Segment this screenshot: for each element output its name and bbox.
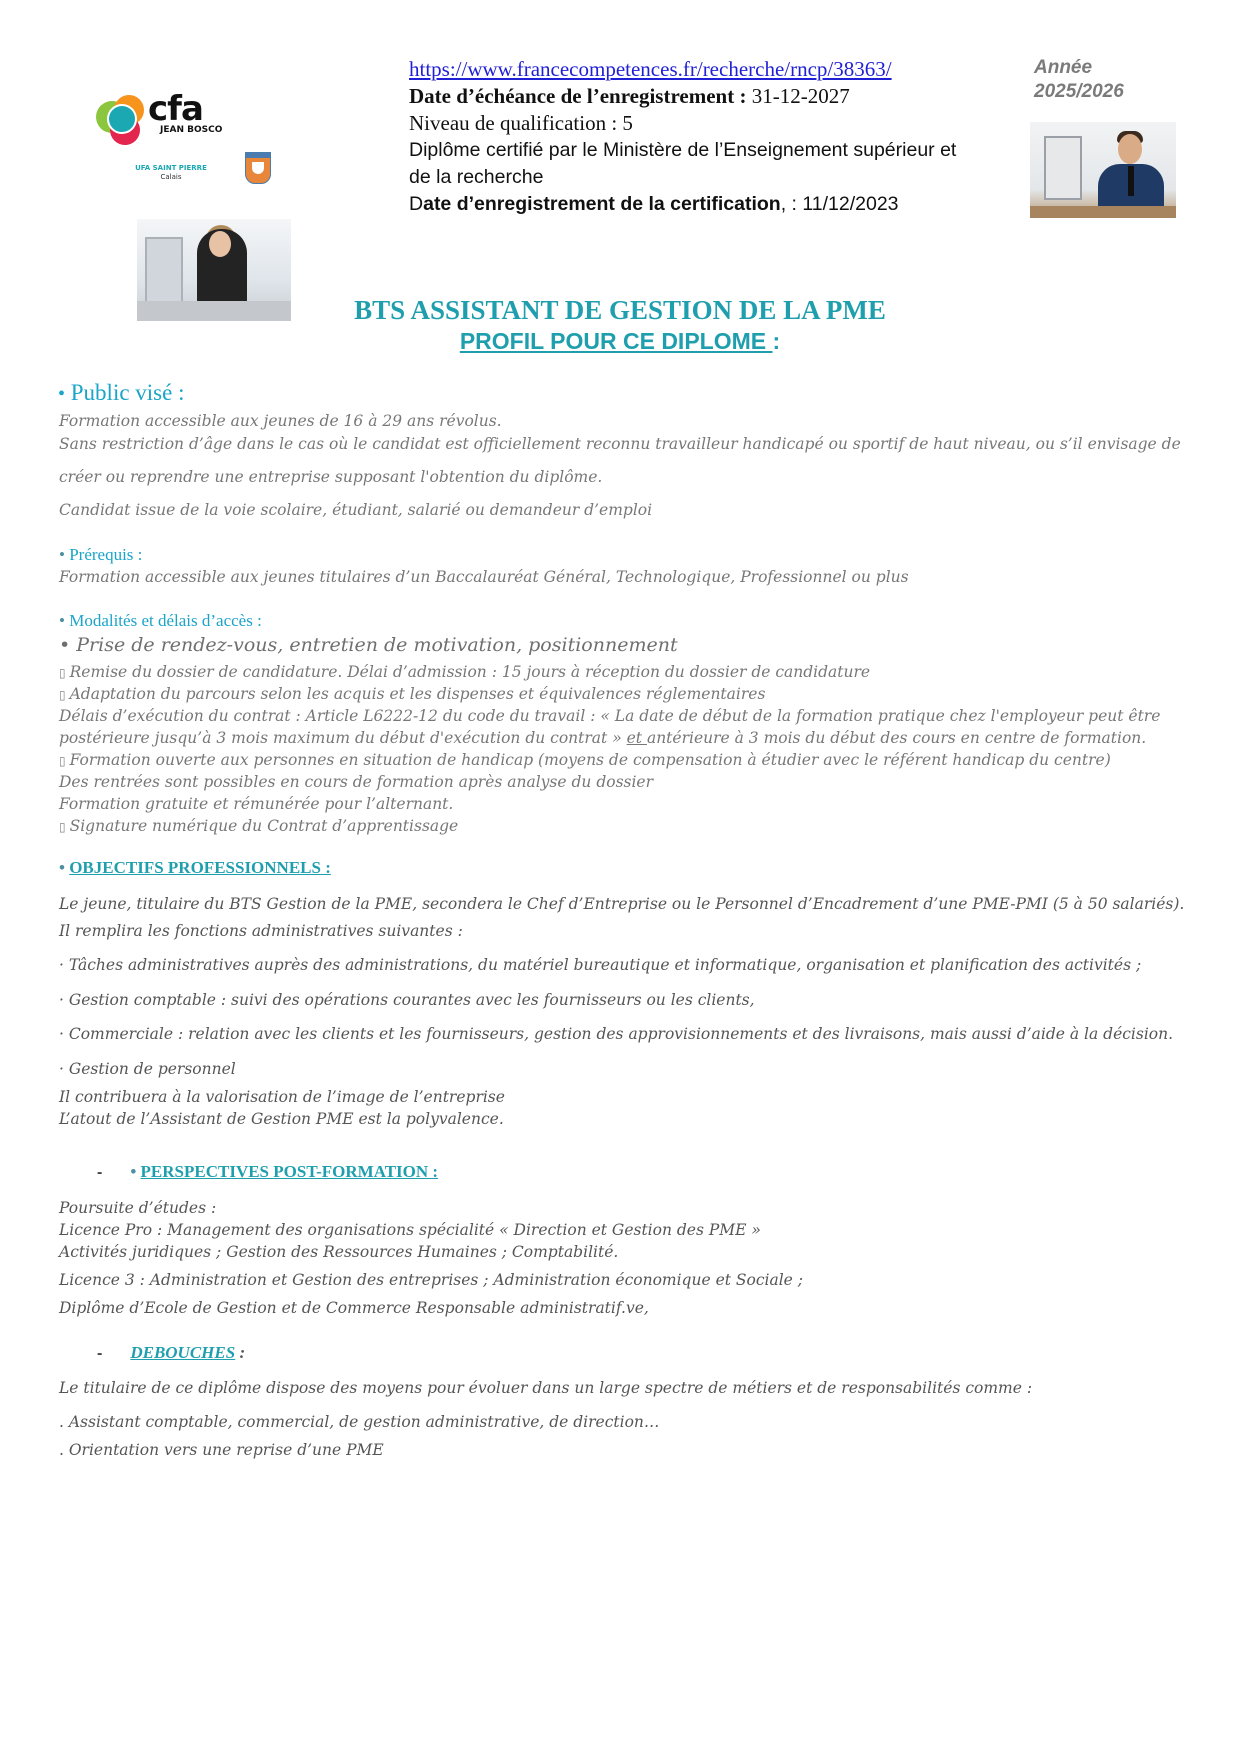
objectifs-line: · Gestion comptable : suivi des opérations courantes avec les fournisseurs ou les clients,: [59, 991, 755, 1009]
objectifs-line: L’atout de l’Assistant de Gestion PME est la polyvalence.: [59, 1110, 504, 1128]
public-line: Formation accessible aux jeunes de 16 à 29 ans révolus.: [59, 412, 502, 430]
page-title: BTS ASSISTANT DE GESTION DE LA PME: [354, 295, 886, 325]
perspectives-heading-label: [130, 1162, 438, 1181]
crest-icon: [245, 152, 271, 184]
annee-label: [1034, 56, 1124, 104]
enregistrement-line: [409, 191, 1019, 218]
modalites-line: [59, 683, 765, 706]
modalites-line: [59, 661, 870, 684]
certifie-line-2: de la recherche: [409, 166, 544, 188]
modalites-line-text: Formation ouverte aux personnes en situation de handicap (moyens de compensation à étudier avec le référent handicap du centre): [69, 751, 1111, 769]
page-subtitle: [0, 328, 1240, 355]
objectifs-line: · Gestion de personnel: [59, 1060, 236, 1078]
modalites-heading-text: Modalités et délais d’accès :: [69, 611, 262, 630]
modalites-line-text: Signature numérique du Contrat d’apprentissage: [69, 817, 459, 835]
public-line: Sans restriction d’âge dans le cas où le candidat est officiellement reconnu travailleur handicapé ou sportif de haut niveau, ou s’il envisage de: [59, 435, 1181, 453]
ufa-name: UFA SAINT PIERRE: [135, 164, 207, 172]
debouches-line: Le titulaire de ce diplôme dispose des moyens pour évoluer dans un large spectre de métiers et de responsabilités comme :: [59, 1379, 1033, 1397]
echeance-line: [409, 83, 1019, 110]
modalites-line: [59, 749, 1111, 772]
modalites-line-text: antérieure à 3 mois du début des cours en centre de formation.: [646, 729, 1147, 747]
objectifs-line: Le jeune, titulaire du BTS Gestion de la PME, secondera le Chef d’Entreprise ou le Personnel d’Encadrement d’une PME-PMI (5 à 50 salariés).: [59, 895, 1185, 913]
enregistrement-prefix: D: [409, 193, 424, 215]
checkbox-icon: ▯: [59, 666, 66, 680]
subtitle-colon: :: [772, 328, 781, 354]
modalites-line: Formation gratuite et rémunérée pour l’alternant.: [59, 795, 454, 813]
perspectives-line: Diplôme d’Ecole de Gestion et de Commerce Responsable administratif.ve,: [59, 1299, 649, 1317]
echeance-value: 31-12-2027: [746, 84, 850, 108]
checkbox-icon: ▯: [59, 820, 66, 834]
objectifs-heading: [59, 858, 331, 878]
ufa-city: Calais: [160, 173, 182, 181]
bullet-icon: •: [58, 383, 66, 405]
annee-title: Année: [1034, 57, 1093, 78]
bullet-icon: •: [59, 545, 65, 564]
perspectives-line: Licence 3 : Administration et Gestion des entreprises ; Administration économique et Sociale ;: [59, 1271, 803, 1289]
echeance-label: Date d’échéance de l’enregistrement :: [409, 84, 747, 108]
debouches-heading: [97, 1343, 245, 1363]
objectifs-line: · Commerciale : relation avec les clients et les fournisseurs, gestion des approvisionnements et des livraisons, mais aussi d’aide à la décision.: [59, 1025, 1174, 1043]
objectifs-line: Il contribuera à la valorisation de l’image de l’entreprise: [59, 1088, 505, 1106]
debouches-line: . Orientation vers une reprise d’une PME: [59, 1441, 384, 1459]
debouches-heading-label: [130, 1343, 245, 1362]
bullet-icon: •: [130, 1162, 137, 1181]
objectifs-line: · Tâches administratives auprès des administrations, du matériel bureautique et informatique, organisation et planification des activités ;: [59, 956, 1142, 974]
bullet-icon: •: [59, 858, 65, 877]
dash-icon: -: [97, 1164, 103, 1181]
debouches-heading-text: DEBOUCHES: [130, 1343, 236, 1362]
perspectives-line: Poursuite d’études :: [59, 1199, 217, 1217]
bullet-icon: •: [59, 611, 65, 630]
public-line: créer ou reprendre une entreprise supposant l'obtention du diplôme.: [59, 468, 603, 486]
enregistrement-label: ate d’enregistrement de la certification: [423, 193, 781, 215]
modalites-first-text: Prise de rendez-vous, entretien de motivation, positionnement: [76, 634, 678, 656]
annee-value: 2025/2026: [1034, 81, 1124, 102]
modalites-line: Des rentrées sont possibles en cours de formation après analyse du dossier: [59, 773, 654, 791]
logo-circles-icon: [96, 95, 156, 151]
perspectives-heading: [97, 1162, 438, 1182]
logo-subname: JEAN BOSCO: [160, 125, 223, 135]
checkbox-icon: ▯: [59, 754, 66, 768]
prerequis-line: Formation accessible aux jeunes titulaires d’un Baccalauréat Général, Technologique, Professionnel ou plus: [59, 568, 909, 586]
modalites-line-text: Adaptation du parcours selon les acquis et les dispenses et équivalences réglementaires: [69, 685, 766, 703]
niveau-line: Niveau de qualification : 5: [409, 111, 633, 135]
perspectives-line: Licence Pro : Management des organisations spécialité « Direction et Gestion des PME »: [59, 1221, 761, 1239]
checkbox-icon: ▯: [59, 688, 66, 702]
public-heading: [58, 380, 185, 406]
prerequis-heading-text: Prérequis :: [69, 545, 143, 564]
certifie-line-1: Diplôme certifié par le Ministère de l’Enseignement supérieur et: [409, 139, 957, 161]
subtitle-text: PROFIL POUR CE DIPLOME: [459, 328, 773, 354]
modalites-line: Délais d’exécution du contrat : Article L6222-12 du code du travail : « La date de début de la formation pratique chez l'employeur peut être: [59, 707, 1161, 725]
debouches-colon: :: [235, 1343, 246, 1362]
rncp-link[interactable]: https://www.francecompetences.fr/recherche/rncp/38363/: [409, 57, 892, 81]
modalites-first: [59, 634, 678, 656]
logo-name: cfa: [148, 89, 203, 129]
perspectives-heading-text: PERSPECTIVES POST-FORMATION :: [140, 1162, 439, 1181]
public-heading-text: Public visé :: [70, 380, 185, 405]
perspectives-line: Activités juridiques ; Gestion des Ressources Humaines ; Comptabilité.: [59, 1243, 619, 1261]
modalites-underlined: et: [626, 729, 647, 747]
modalites-line-text: postérieure jusqu’à 3 mois maximum du début d'exécution du contrat »: [59, 729, 627, 747]
ufa-label: [126, 164, 216, 182]
enregistrement-value: , : 11/12/2023: [780, 193, 899, 215]
modalites-line: [59, 727, 1146, 749]
objectifs-line: Il remplira les fonctions administratives suivantes :: [59, 922, 463, 940]
certification-info: [409, 56, 1019, 218]
modalites-heading: [59, 611, 262, 631]
debouches-line: . Assistant comptable, commercial, de gestion administrative, de direction…: [59, 1413, 660, 1431]
modalites-line-text: Remise du dossier de candidature. Délai d’admission : 15 jours à réception du dossier de candidature: [69, 663, 871, 681]
manager-photo: [1030, 122, 1176, 218]
modalites-line: [59, 815, 458, 838]
prerequis-heading: [59, 545, 142, 565]
dash-icon: -: [97, 1345, 103, 1362]
public-line: Candidat issue de la voie scolaire, étudiant, salarié ou demandeur d’emploi: [59, 501, 653, 519]
bullet-icon: •: [59, 634, 71, 656]
objectifs-heading-text: OBJECTIFS PROFESSIONNELS :: [69, 858, 331, 877]
